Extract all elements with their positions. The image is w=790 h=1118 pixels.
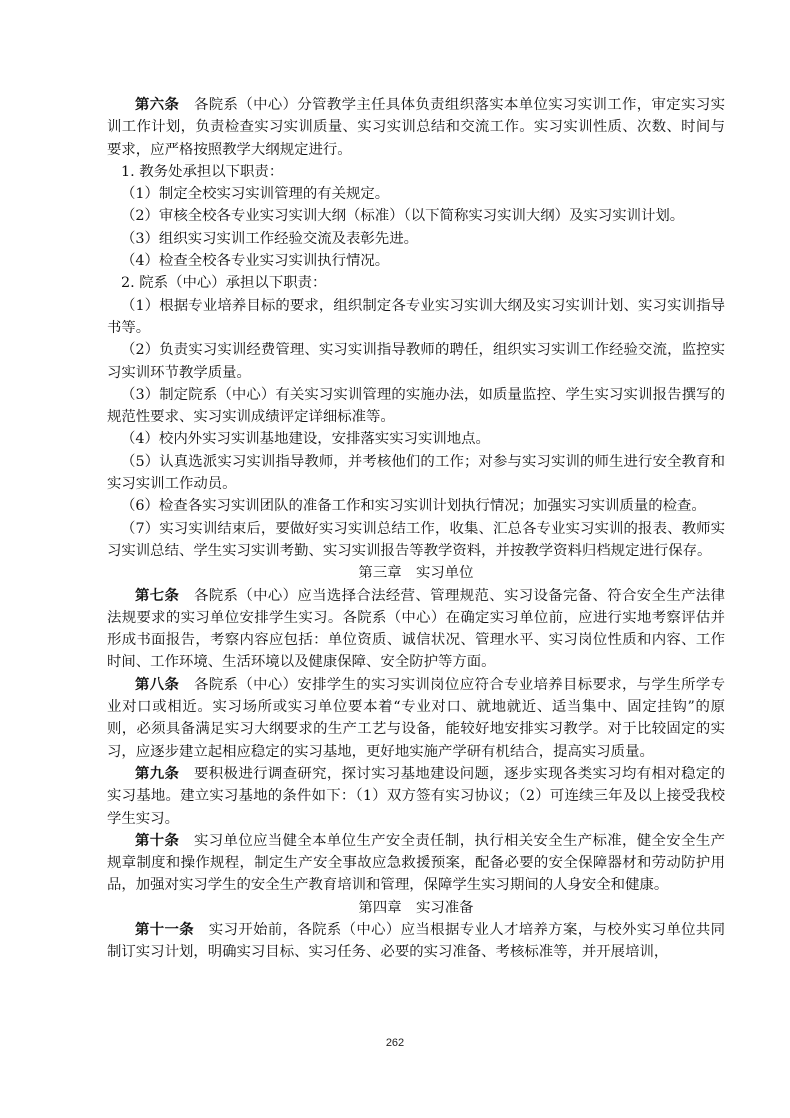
article-7 [107,585,725,674]
article-6 [107,94,725,161]
list-item: （1）根据专业培养目标的要求，组织制定各专业实习实训大纲及实习实训计划、实习实训指导书等。 [107,297,725,336]
article-label: 第九条 [135,764,180,782]
list-item: （7）实习实训结束后，要做好实习实训总结工作，收集、汇总各专业实习实训的报表、教师实习实训总结、学生实习实训考勤、实习实训报告等教学资料，并按教学资料归档规定进行保存。 [107,520,725,559]
article-text: 实习单位应当健全本单位生产安全责任制，执行相关安全生产标准，健全安全生产规章制度和操作规程，制定生产安全事故应急救援预案，配备必要的安全保障器材和劳动防护用品，加强对实习学生的安全生产教育培训和管理，保障学生实习期间的人身安全和健康。 [107,832,725,894]
list-item: （3）组织实习实训工作经验交流及表彰先进。 [121,230,418,247]
article-label: 第十一条 [135,920,195,938]
article-text: 要积极进行调查研究，探讨实习基地建设问题，逐步实现各类实习均有相对稳定的实习基地。建立实习基地的条件如下：（1）双方签有实习协议；（2）可连续三年及以上接受我校学生实习。 [107,765,725,827]
chapter-heading: 第四章 实习准备 [358,899,474,916]
article-8 [107,674,725,763]
list-item: （6）检查各实习实训团队的准备工作和实习实训计划执行情况；加强实习实训质量的检查。 [121,498,706,515]
article-text: 各院系（中心）安排学生的实习实训岗位应符合专业培养目标要求，与学生所学专业对口或相近。实习场所或实习单位要本着“专业对口、就地就近、适当集中、固定挂钩”的原则，必须具备满足实习大纲要求的生产工艺与设备，能较好地安排实习教学。对于比较固定的实习，应逐步建立起相应稳定的实习基地，更好地实施产学研有机结合，提高实习质量。 [107,676,725,760]
article-label: 第十条 [135,831,180,849]
list-item: （2）负责实习实训经费管理、实习实训指导教师的聘任，组织实习实训工作经验交流，监控实习实训环节教学质量。 [107,342,725,381]
article-label: 第八条 [135,675,180,693]
duty-heading-academic-affairs: 1. 教务处承担以下职责： [121,163,284,180]
article-label: 第七条 [135,586,180,604]
article-text: 各院系（中心）应当选择合法经营、管理规范、实习设备完备、符合安全生产法律法规要求的实习单位安排学生实习。各院系（中心）在确定实习单位前，应进行实地考察评估并形成书面报告，考察内容应包括：单位资质、诚信状况、管理水平、实习岗位性质和内容、工作时间、工作环境、生活环境以及健康保障、安全防护等方面。 [107,587,725,671]
list-item: （5）认真选派实习实训指导教师，并考核他们的工作；对参与实习实训的师生进行安全教育和实习实训工作动员。 [107,453,725,493]
list-item: （2）审核全校各专业实习实训大纲（标准）（以下简称实习实训大纲）及实习实训计划。 [121,208,685,225]
list-item: （4）检查全校各专业实习实训执行情况。 [121,253,390,270]
article-text: 各院系（中心）分管教学主任具体负责组织落实本单位实习实训工作，审定实习实训工作计划，负责检查实习实训质量、实习实训总结和交流工作。实习实训性质、次数、时间与要求，应严格按照教学大纲规定进行。 [107,97,725,158]
article-9 [107,763,725,830]
article-text: 实习开始前，各院系（中心）应当根据专业人才培养方案，与校外实习单位共同制订实习计划，明确实习目标、实习任务、必要的实习准备、考核标准等，并开展培训， [107,921,725,961]
duty-heading-departments: 2. 院系（中心）承担以下职责： [121,275,327,292]
list-item: （3）制定院系（中心）有关实习实训管理的实施办法，如质量监控、学生实习实训报告撰写的规范性要求、实习实训成绩评定详细标准等。 [107,386,725,426]
article-11 [107,919,725,964]
list-item: （1）制定全校实习实训管理的有关规定。 [121,186,390,203]
page-number: 262 [385,1037,405,1049]
document-body [107,94,725,964]
article-10 [107,830,725,897]
article-label: 第六条 [135,96,180,113]
list-item: （4）校内外实习实训基地建设，安排落实实习实训地点。 [121,431,490,448]
chapter-heading: 第三章 实习单位 [358,565,474,582]
